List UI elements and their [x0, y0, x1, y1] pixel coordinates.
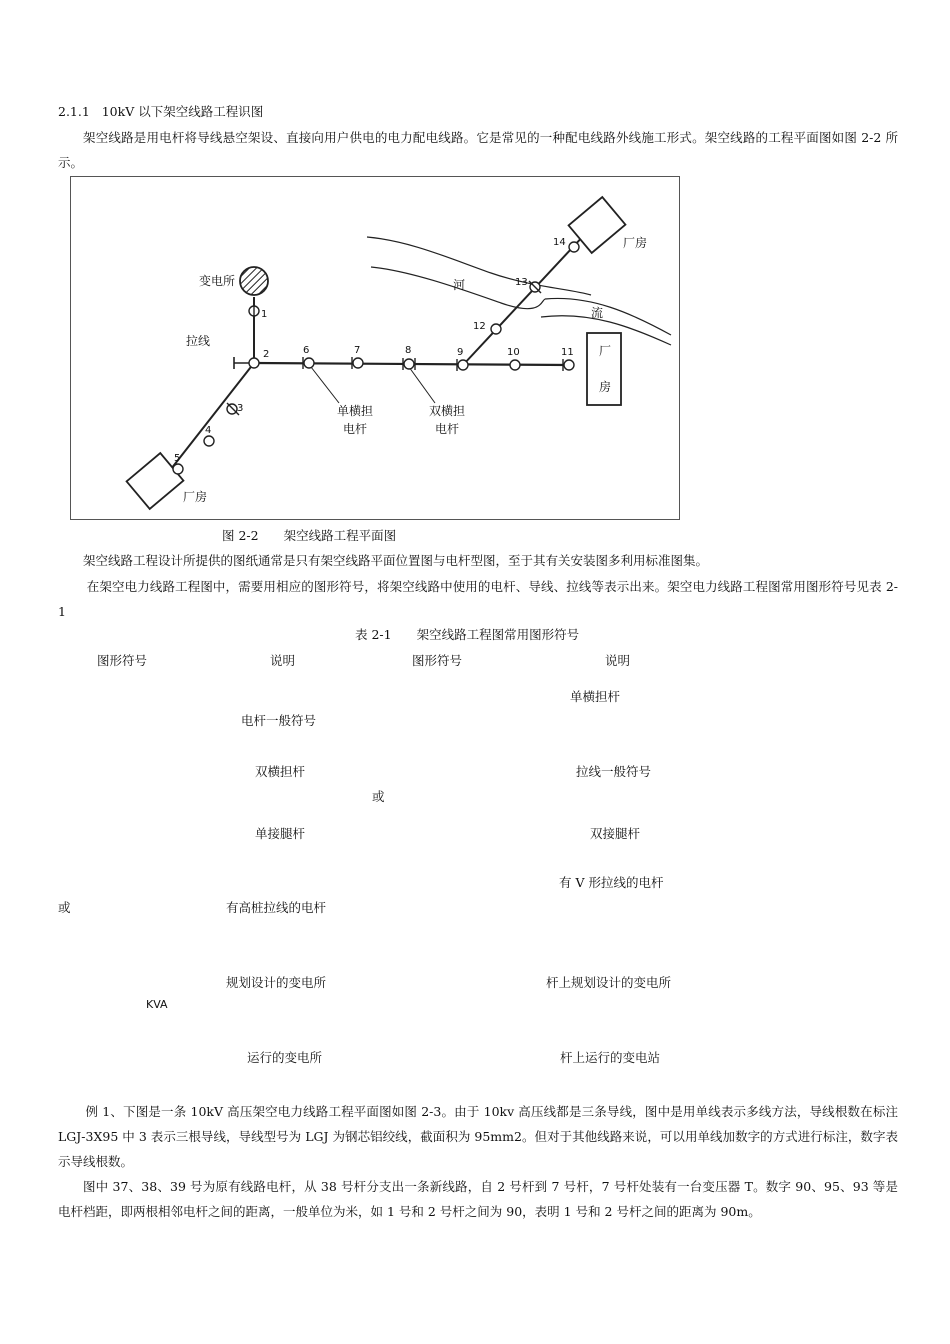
label-single-arm-1: 单横担	[337, 404, 374, 418]
pole-num-6: 6	[303, 345, 310, 356]
item-v-guy: 有 V 形拉线的电杆	[559, 875, 664, 890]
item-single-arm: 单横担杆	[570, 689, 621, 704]
label-factory-top: 厂房	[623, 236, 648, 250]
table-header-desc-2: 说明	[605, 653, 631, 668]
section-heading	[58, 104, 263, 120]
pole-num-1: 1	[261, 309, 268, 320]
pole-num-8: 8	[405, 345, 412, 356]
para2: 架空线路工程设计所提供的图纸通常是只有架空线路平面位置图与电杆型图，至于其有关安装图多利用标准图集。	[83, 553, 709, 568]
pole-num-11: 11	[561, 347, 574, 358]
section-title: 10kV 以下架空线路工程识图	[101, 104, 264, 119]
item-planned-sub: 规划设计的变电所	[226, 975, 327, 990]
item-running-sub: 运行的变电所	[247, 1050, 323, 1065]
label-double-arm-2: 电杆	[435, 422, 460, 436]
table-header-symbol-1: 图形符号	[97, 653, 148, 668]
label-river-1: 河	[453, 278, 466, 292]
item-or-2: 或	[58, 900, 71, 915]
label-factory-right-1: 厂	[599, 344, 612, 358]
pole-num-3: 3	[237, 403, 244, 414]
figure-overhead-line-plan	[70, 176, 680, 520]
pole-num-9: 9	[457, 347, 464, 358]
item-double-arm: 双横担杆	[255, 764, 306, 779]
item-high-pile-guy: 有高桩拉线的电杆	[226, 900, 327, 915]
para3: 在架空电力线路工程图中，需要用相应的图形符号，将架空线路中使用的电杆、导线、拉线等表示出来。架空电力线路工程图常用图形符号见表 2-1	[58, 579, 898, 619]
example1-paragraph: 例 1、下图是一条 10kV 高压架空电力线路工程平面图如图 2-3。由于 10kv 高压线都是三条导线，图中是用单线表示多线方法，导线根数在标注 LGJ-3X95 中 3 表示三根导线，导线型号为 LGJ 为钢芯铝绞线，截面积为 95mm2。但对于其他线路来说，可以用单线加数字的方式进行标注，数字表示导线根数。	[58, 1104, 898, 1169]
section-number: 2.1.1	[58, 104, 90, 119]
pole-num-4: 4	[205, 425, 212, 436]
label-river-2: 流	[591, 306, 604, 320]
pole-num-13: 13	[515, 277, 528, 288]
pole-num-10: 10	[507, 347, 520, 358]
item-double-splice: 双接腿杆	[590, 826, 641, 841]
table-header-desc-1: 说明	[270, 653, 296, 668]
pole-num-12: 12	[473, 321, 486, 332]
label-factory-left: 厂房	[183, 490, 208, 504]
item-single-splice: 单接腿杆	[255, 826, 306, 841]
label-substation: 变电所	[199, 274, 236, 288]
label-factory-right-2: 房	[599, 380, 612, 394]
intro-paragraph: 架空线路是用电杆将导线悬空架设、直接向用户供电的电力配电线路。它是常见的一种配电线路外线施工形式。架空线路的工程平面图如图 2-2 所示。	[58, 130, 898, 170]
item-pole-running-sub: 杆上运行的变电站	[560, 1050, 661, 1065]
label-single-arm-2: 电杆	[343, 422, 368, 436]
pole-num-5: 5	[174, 453, 181, 464]
pole-num-2: 2	[263, 349, 270, 360]
pole-num-7: 7	[354, 345, 361, 356]
item-pole-general: 电杆一般符号	[241, 713, 317, 728]
pole-num-14: 14	[553, 237, 566, 248]
label-guy: 拉线	[186, 334, 211, 348]
item-pole-planned-sub: 杆上规划设计的变电所	[546, 975, 672, 990]
example2-paragraph: 图中 37、38、39 号为原有线路电杆，从 38 号杆分支出一条新线路，自 2 号杆到 7 号杆，7 号杆处装有一台变压器 T。数字 90、95、93 等是电杆档距，即两根相邻电杆之间的距离，一般单位为米，如 1 号和 2 号杆之间为 90，表明 1 号和 2 号杆之间的距离为 90m。	[58, 1179, 898, 1219]
item-kva: KVA	[146, 998, 168, 1011]
item-or-1: 或	[372, 789, 385, 804]
label-double-arm-1: 双横担	[429, 404, 466, 418]
figure-caption: 图 2-2 架空线路工程平面图	[222, 528, 397, 543]
figure-drawing	[71, 177, 681, 521]
item-guy-general: 拉线一般符号	[576, 764, 652, 779]
table-header-symbol-2: 图形符号	[412, 653, 463, 668]
table-title: 表 2-1 架空线路工程图常用图形符号	[355, 627, 580, 642]
